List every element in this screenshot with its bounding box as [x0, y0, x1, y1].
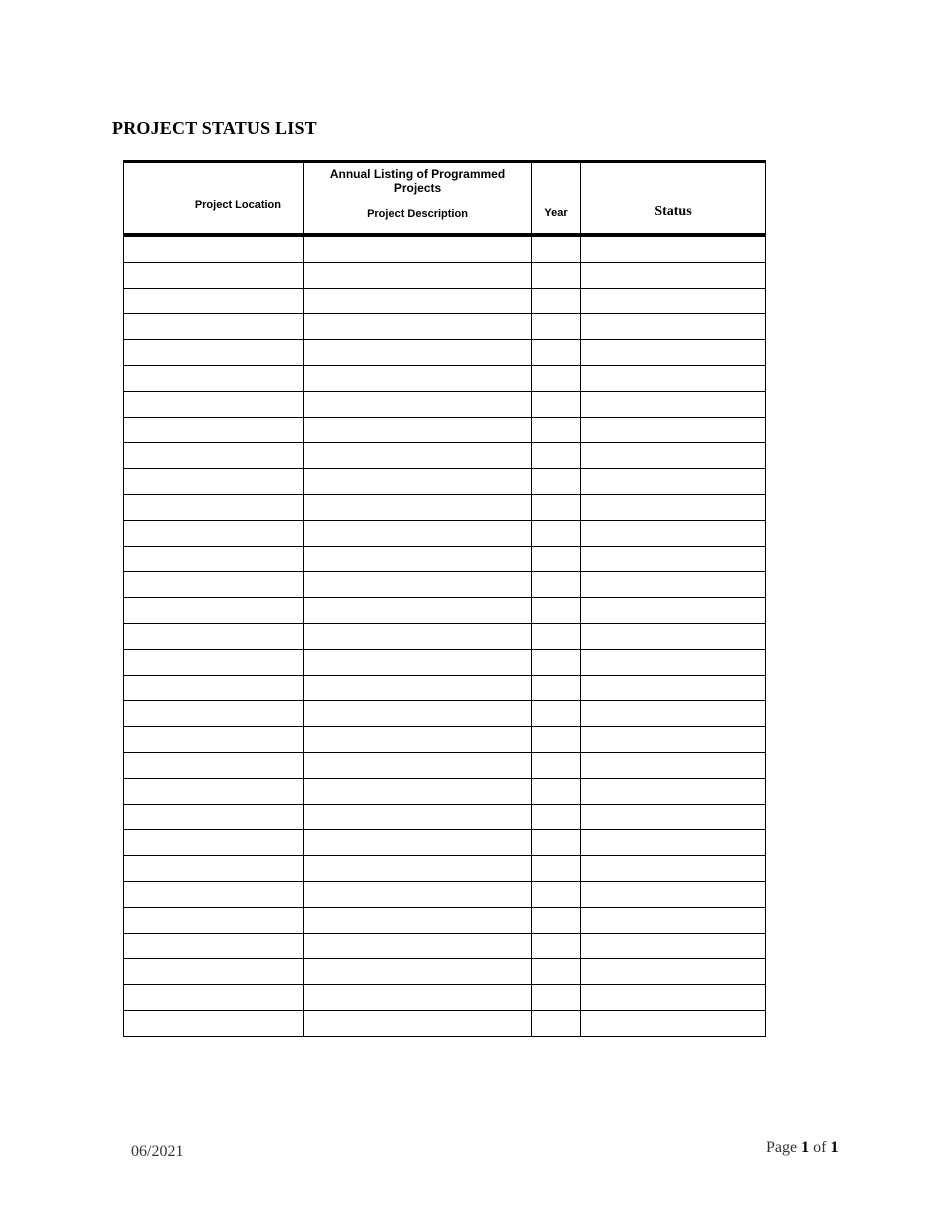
cell-year[interactable] [532, 520, 581, 546]
table-row [124, 340, 766, 366]
cell-location[interactable] [124, 262, 304, 288]
cell-location[interactable] [124, 1010, 304, 1036]
cell-location[interactable] [124, 340, 304, 366]
page-total: 1 [830, 1139, 839, 1156]
table-row [124, 856, 766, 882]
cell-description[interactable] [304, 520, 532, 546]
cell-status[interactable] [581, 933, 766, 959]
cell-location[interactable] [124, 856, 304, 882]
cell-location[interactable] [124, 804, 304, 830]
table-row [124, 933, 766, 959]
table-row [124, 907, 766, 933]
table-row [124, 959, 766, 985]
table-row [124, 469, 766, 495]
cell-status[interactable] [581, 391, 766, 417]
page-prefix: Page [766, 1139, 798, 1156]
project-status-table [123, 160, 766, 1037]
cell-status[interactable] [581, 237, 766, 263]
cell-year[interactable] [532, 237, 581, 263]
cell-status[interactable] [581, 262, 766, 288]
cell-description[interactable] [304, 340, 532, 366]
cell-status[interactable] [581, 830, 766, 856]
column-header-description-label: Project Description [367, 208, 468, 220]
table-row [124, 804, 766, 830]
cell-year[interactable] [532, 572, 581, 598]
cell-description[interactable] [304, 752, 532, 778]
table-row [124, 365, 766, 391]
annual-listing-label: Annual Listing of Programmed Projects [329, 167, 506, 195]
cell-status[interactable] [581, 804, 766, 830]
table-row [124, 623, 766, 649]
cell-status[interactable] [581, 546, 766, 572]
table-row [124, 494, 766, 520]
cell-description[interactable] [304, 623, 532, 649]
cell-location[interactable] [124, 907, 304, 933]
table-row [124, 985, 766, 1011]
cell-status[interactable] [581, 752, 766, 778]
cell-description[interactable] [304, 469, 532, 495]
cell-status[interactable] [581, 365, 766, 391]
cell-location[interactable] [124, 727, 304, 753]
cell-description[interactable] [304, 262, 532, 288]
cell-description[interactable] [304, 314, 532, 340]
cell-year[interactable] [532, 288, 581, 314]
cell-description[interactable] [304, 288, 532, 314]
cell-status[interactable] [581, 856, 766, 882]
footer-page-number [766, 1139, 838, 1157]
cell-location[interactable] [124, 778, 304, 804]
column-header-year [532, 162, 581, 235]
cell-status[interactable] [581, 623, 766, 649]
table-row [124, 520, 766, 546]
table-row [124, 830, 766, 856]
table-row [124, 546, 766, 572]
cell-description[interactable] [304, 804, 532, 830]
cell-year[interactable] [532, 546, 581, 572]
cell-location[interactable] [124, 365, 304, 391]
cell-status[interactable] [581, 520, 766, 546]
table-row [124, 598, 766, 624]
cell-year[interactable] [532, 391, 581, 417]
cell-location[interactable] [124, 649, 304, 675]
cell-description[interactable] [304, 727, 532, 753]
cell-year[interactable] [532, 365, 581, 391]
column-header-year-label: Year [544, 207, 568, 219]
cell-status[interactable] [581, 701, 766, 727]
column-header-status [581, 162, 766, 235]
cell-year[interactable] [532, 469, 581, 495]
cell-status[interactable] [581, 314, 766, 340]
cell-description[interactable] [304, 907, 532, 933]
column-header-location-label: Project Location [194, 199, 281, 211]
cell-description[interactable] [304, 959, 532, 985]
cell-status[interactable] [581, 985, 766, 1011]
cell-location[interactable] [124, 314, 304, 340]
cell-status[interactable] [581, 1010, 766, 1036]
cell-year[interactable] [532, 649, 581, 675]
table-row [124, 417, 766, 443]
cell-description[interactable] [304, 391, 532, 417]
column-header-description [304, 162, 532, 235]
table-row [124, 237, 766, 263]
cell-location[interactable] [124, 598, 304, 624]
cell-description[interactable] [304, 1010, 532, 1036]
cell-description[interactable] [304, 985, 532, 1011]
cell-description[interactable] [304, 649, 532, 675]
cell-location[interactable] [124, 881, 304, 907]
cell-description[interactable] [304, 365, 532, 391]
table-row [124, 443, 766, 469]
cell-year[interactable] [532, 752, 581, 778]
document-title: PROJECT STATUS LIST [112, 118, 317, 138]
cell-location[interactable] [124, 520, 304, 546]
table-row [124, 675, 766, 701]
table-row [124, 572, 766, 598]
cell-year[interactable] [532, 262, 581, 288]
cell-status[interactable] [581, 649, 766, 675]
cell-year[interactable] [532, 830, 581, 856]
cell-year[interactable] [532, 907, 581, 933]
cell-location[interactable] [124, 830, 304, 856]
cell-status[interactable] [581, 778, 766, 804]
cell-status[interactable] [581, 881, 766, 907]
cell-location[interactable] [124, 391, 304, 417]
cell-year[interactable] [532, 314, 581, 340]
cell-location[interactable] [124, 546, 304, 572]
cell-status[interactable] [581, 572, 766, 598]
cell-description[interactable] [304, 494, 532, 520]
cell-year[interactable] [532, 675, 581, 701]
cell-description[interactable] [304, 598, 532, 624]
cell-location[interactable] [124, 417, 304, 443]
cell-description[interactable] [304, 881, 532, 907]
table-row [124, 778, 766, 804]
cell-description[interactable] [304, 675, 532, 701]
table-row [124, 1010, 766, 1036]
cell-description[interactable] [304, 933, 532, 959]
cell-location[interactable] [124, 752, 304, 778]
cell-year[interactable] [532, 443, 581, 469]
cell-year[interactable] [532, 340, 581, 366]
cell-location[interactable] [124, 494, 304, 520]
cell-location[interactable] [124, 701, 304, 727]
cell-year[interactable] [532, 417, 581, 443]
cell-status[interactable] [581, 443, 766, 469]
table-header-row [124, 162, 766, 235]
table-row [124, 288, 766, 314]
cell-status[interactable] [581, 959, 766, 985]
table-row [124, 881, 766, 907]
table-row [124, 649, 766, 675]
cell-status[interactable] [581, 907, 766, 933]
cell-description[interactable] [304, 237, 532, 263]
cell-location[interactable] [124, 933, 304, 959]
column-header-status-label: Status [654, 204, 692, 219]
cell-description[interactable] [304, 417, 532, 443]
cell-year[interactable] [532, 1010, 581, 1036]
cell-year[interactable] [532, 933, 581, 959]
table-row [124, 701, 766, 727]
footer-date: 06/2021 [131, 1143, 184, 1160]
table-body [124, 237, 766, 1037]
cell-status[interactable] [581, 494, 766, 520]
page-current: 1 [801, 1139, 810, 1156]
cell-description[interactable] [304, 830, 532, 856]
cell-status[interactable] [581, 340, 766, 366]
cell-description[interactable] [304, 443, 532, 469]
cell-year[interactable] [532, 701, 581, 727]
cell-location[interactable] [124, 985, 304, 1011]
table-row [124, 727, 766, 753]
cell-location[interactable] [124, 675, 304, 701]
cell-status[interactable] [581, 598, 766, 624]
column-header-location [124, 162, 304, 235]
cell-location[interactable] [124, 623, 304, 649]
cell-year[interactable] [532, 959, 581, 985]
cell-location[interactable] [124, 572, 304, 598]
cell-status[interactable] [581, 469, 766, 495]
cell-description[interactable] [304, 856, 532, 882]
cell-location[interactable] [124, 469, 304, 495]
cell-description[interactable] [304, 778, 532, 804]
cell-location[interactable] [124, 288, 304, 314]
cell-status[interactable] [581, 417, 766, 443]
cell-description[interactable] [304, 701, 532, 727]
cell-year[interactable] [532, 727, 581, 753]
cell-year[interactable] [532, 985, 581, 1011]
cell-year[interactable] [532, 804, 581, 830]
cell-year[interactable] [532, 598, 581, 624]
table-row [124, 391, 766, 417]
cell-description[interactable] [304, 572, 532, 598]
cell-status[interactable] [581, 675, 766, 701]
cell-status[interactable] [581, 727, 766, 753]
cell-location[interactable] [124, 443, 304, 469]
cell-year[interactable] [532, 778, 581, 804]
cell-description[interactable] [304, 546, 532, 572]
table-row [124, 262, 766, 288]
cell-year[interactable] [532, 494, 581, 520]
page-of: of [813, 1139, 827, 1156]
cell-year[interactable] [532, 856, 581, 882]
cell-status[interactable] [581, 288, 766, 314]
table-row [124, 752, 766, 778]
cell-location[interactable] [124, 959, 304, 985]
cell-year[interactable] [532, 881, 581, 907]
cell-location[interactable] [124, 237, 304, 263]
table-row [124, 314, 766, 340]
cell-year[interactable] [532, 623, 581, 649]
